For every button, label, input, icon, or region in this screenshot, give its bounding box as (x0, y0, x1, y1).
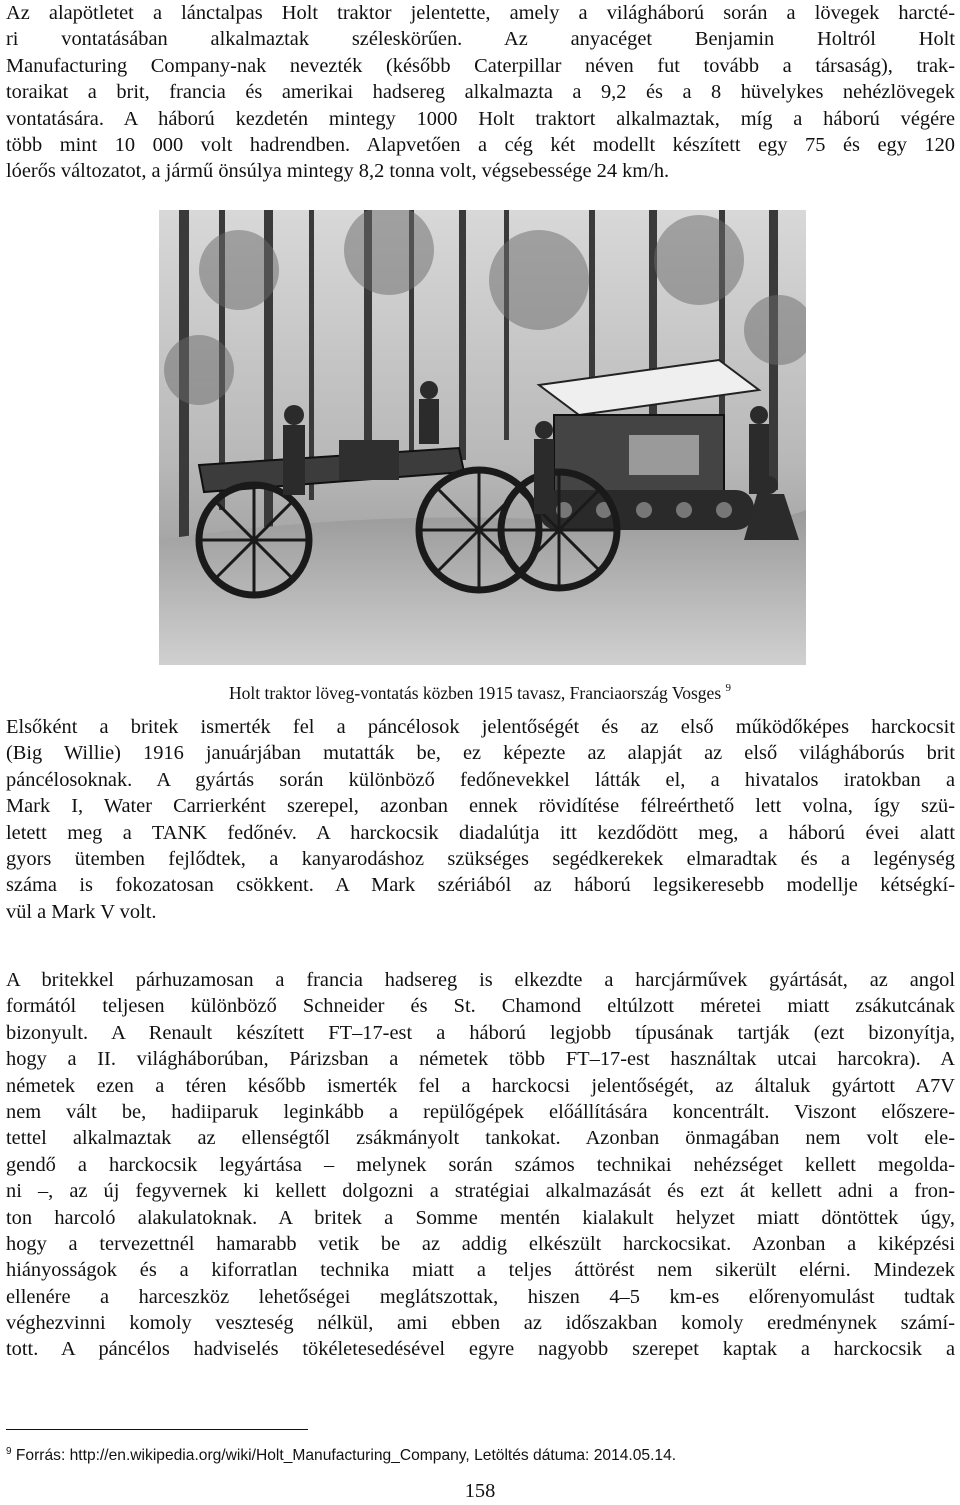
paragraph-british-tanks (6, 714, 955, 925)
text-line: ni –, az új fegyvernek ki kellett dolgozni a stratégiai alkalmazását és ezt át kellett adni a fron- (6, 1180, 955, 1203)
text-line: A britekkel párhuzamosan a francia hadsereg is elkezdte a harcjárművek gyártását, az angol (6, 969, 955, 991)
text-line: németek ezen a téren később ismerték fel a harckocsi jelentőségét, az általuk gyártott A7V (6, 1074, 955, 1097)
footnote-separator (6, 1429, 308, 1430)
text-line: Manufacturing Company-nak nevezték (később Caterpillar néven fut tovább a társaság), trak- (6, 54, 955, 77)
text-line: gyors ütemben fejlődtek, a kanyarodáshoz szükséges segédkerekek elmaradtak és a legénység (6, 847, 955, 870)
text-line: száma is fokozatosan csökkent. A Mark szériából az háború legsikeresebb modellje kétségkí- (6, 874, 955, 897)
text-line: nem vált be, hadiiparuk leginkább a repülőgépek előállítására koncentrált. Viszont előszere- (6, 1100, 955, 1123)
paragraph-french-german-tanks (6, 967, 955, 1363)
text-line: hiányosságok és a kiforratlan technika miatt a teljes áttörést nem sikerült elérni. Mindezek (6, 1259, 955, 1282)
text-line: formától teljesen különböző Schneider és St. Chamond eltúlzott méretei miatt zsákutcának (6, 995, 955, 1018)
text-line: (Big Willie) 1916 januárjában mutatták be, ez képezte az alapját az első világháborús brit (6, 742, 955, 765)
text-line: gendő a harckocsik legyártása – melynek során számos technikai nehézséget kellett megolda- (6, 1153, 955, 1176)
text-line: hogy a II. világháborúban, Párizsban a németek több FT–17-est használtak utcai harcokra). A (6, 1048, 955, 1071)
text-line: bizonyult. A Renault készített FT–17-est a háború legjobb típusának tartják (ezt bizonyítja, (6, 1021, 955, 1044)
text-line: Elsőként a britek ismerték fel a páncélosok jelentőségét és az első működőképes harckocsit (6, 716, 955, 738)
holt-tractor-photo (159, 210, 806, 665)
text-line: ellenére a harceszköz lehetőségei meglátszottak, hiszen 4–5 km-es előrenyomulást tudtak (6, 1285, 955, 1308)
text-line: ri vontatásában alkalmaztak széleskörűen. Az anyacéget Benjamin Holtról Holt (6, 28, 955, 51)
text-line: letett meg a TANK fedőnév. A harckocsik diadalútja itt kezdődött meg, a háború évei alatt (6, 821, 955, 844)
text-line: tott. A páncélos hadviselés tökéletesedésével egyre nagyobb szerepet kaptak a harckocsik a (6, 1338, 955, 1361)
text-line: páncélosoknak. A gyártás során különböző fedőnevekkel látták el, a hivatalos iratokban a (6, 768, 955, 791)
footnote-text: Forrás: http://en.wikipedia.org/wiki/Holt_Manufacturing_Company, Letöltés dátuma: 2014.05.14. (11, 1447, 677, 1464)
page-number: 158 (464, 1480, 496, 1502)
text-line: Az alapötletet a lánctalpas Holt traktor jelentette, amely a világháború során a lövegek harcté- (6, 2, 955, 24)
text-line: több mint 10 000 volt hadrendben. Alapvetően a cég két modellt készített egy 75 és egy 120 (6, 133, 955, 156)
text-line: véghezvinni komoly veszteség nélkül, ami ebben az időszakban komoly eredménynek számí- (6, 1312, 955, 1335)
footnote-number: 9 (6, 1446, 12, 1457)
figure-caption (0, 677, 960, 704)
document-page (6, 0, 955, 185)
text-line: toraikat a brit, francia és amerikai hadsereg alkalmazta a 9,2 és a 8 hüvelykes nehézlövegek (6, 81, 955, 104)
text-line: vül a Mark V volt. (6, 900, 157, 923)
footnote (6, 1442, 676, 1466)
text-line: vontatására. A háború kezdetén mintegy 1000 Holt traktort alkalmaztak, míg a háború végére (6, 107, 955, 130)
photo-image (159, 210, 806, 665)
text-line: ton harcoló alakulatoknak. A britek a Somme mentén kialakult helyzet miatt döntöttek úgy, (6, 1206, 955, 1229)
caption-footnote-ref: 9 (725, 682, 732, 694)
paragraph-holt-tractor (6, 0, 955, 185)
text-line: lóerős változatot, a jármű önsúlya mintegy 8,2 tonna volt, végsebessége 24 km/h. (6, 160, 670, 183)
text-line: Mark I, Water Carrierként szerepel, azonban ennek rövidítése félreérthető lett volna, így szü- (6, 795, 955, 818)
text-line: hogy a tervezettnél hamarabb vetik be az addig elkészült harckocsikat. Azonban a kiképzési (6, 1232, 955, 1255)
caption-text: Holt traktor löveg-vontatás közben 1915 tavasz, Franciaország Vosges (228, 683, 722, 703)
text-line: tettel alkalmaztak az ellenségtől zsákmányolt tankokat. Azonban önmagában nem volt ele- (6, 1127, 955, 1150)
